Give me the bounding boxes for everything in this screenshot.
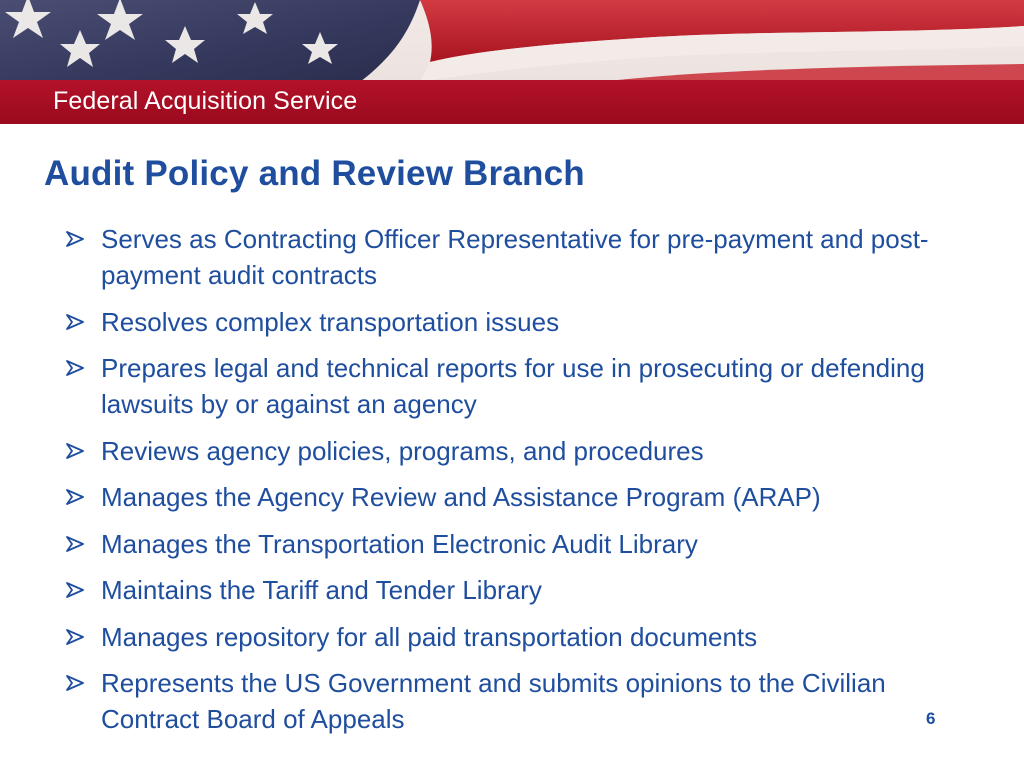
bullet-item: [66, 479, 986, 515]
us-flag-banner-image: [0, 0, 1024, 82]
bullet-item: [66, 572, 986, 608]
bullet-item: [66, 221, 986, 293]
arrowhead-bullet-icon: [66, 433, 86, 469]
header-bar: [0, 80, 1024, 124]
bullet-text: Manages the Transportation Electronic Audit Library: [101, 528, 698, 559]
bullet-item: [66, 433, 986, 469]
arrowhead-bullet-icon: [66, 619, 86, 655]
bullet-item: [66, 526, 986, 562]
bullet-item: [66, 304, 986, 340]
bullet-text: Manages repository for all paid transportation documents: [101, 621, 758, 652]
slide-title: Audit Policy and Review Branch: [44, 154, 585, 193]
bullet-text: Resolves complex transportation issues: [101, 306, 560, 337]
arrowhead-bullet-icon: [66, 572, 86, 608]
page-number: 6: [926, 709, 936, 728]
arrowhead-bullet-icon: [66, 526, 86, 562]
arrowhead-bullet-icon: [66, 350, 86, 386]
bullet-text: Represents the US Government and submits opinions to the Civilian Contract Board of Appeals: [101, 668, 886, 734]
arrowhead-bullet-icon: [66, 221, 86, 257]
arrowhead-bullet-icon: [66, 304, 86, 340]
bullet-text: Prepares legal and technical reports for use in prosecuting or defending lawsuits by or against an agency: [101, 353, 925, 419]
bullet-list: [66, 221, 986, 748]
bullet-item: [66, 619, 986, 655]
bullet-text: Manages the Agency Review and Assistance Program (ARAP): [101, 482, 821, 512]
arrowhead-bullet-icon: [66, 665, 86, 701]
bullet-item: [66, 665, 986, 737]
bullet-text: Maintains the Tariff and Tender Library: [101, 575, 542, 605]
bullet-text: Serves as Contracting Officer Representative for pre-payment and post-payment audit contracts: [101, 224, 929, 290]
bullet-item: [66, 350, 986, 422]
agency-name: Federal Acquisition Service: [53, 87, 358, 115]
bullet-text: Reviews agency policies, programs, and procedures: [101, 435, 704, 466]
arrowhead-bullet-icon: [66, 479, 86, 515]
